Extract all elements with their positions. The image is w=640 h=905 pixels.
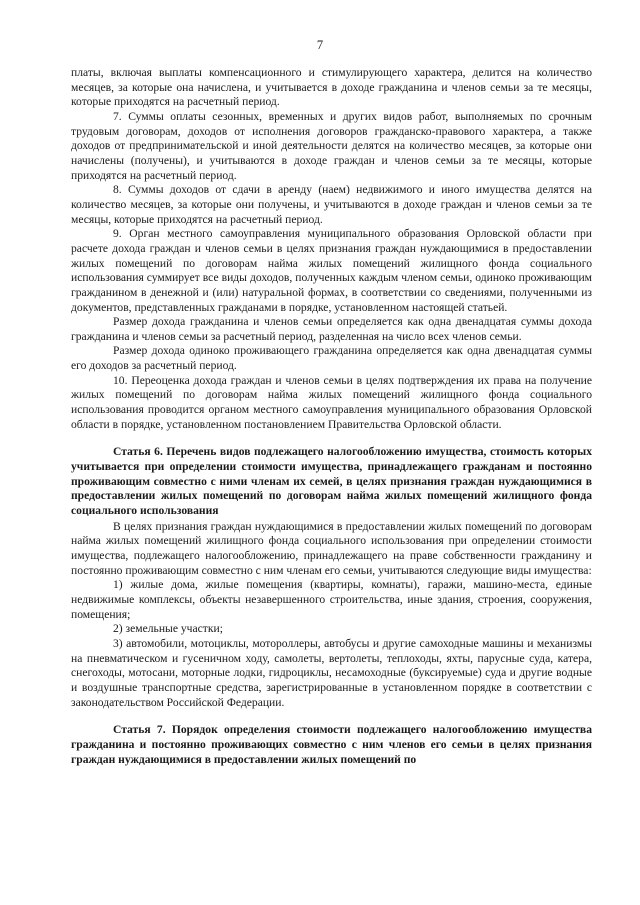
paragraph-item-10: 10. Переоценка дохода граждан и членов семьи в целях подтверждения их права на получение жилых помещений по договорам найма жилых помещений жилищного фонда социального использования проводится органом местного самоуправления муниципального образования Орловской области в порядке, установленном постановлением Правительства Орловской области. <box>71 373 592 431</box>
paragraph-single-income: Размер дохода одиноко проживающего гражданина определяется как одна двенадцатая суммы его доходов за расчетный период. <box>71 344 592 373</box>
paragraph-1: платы, включая выплаты компенсационного и стимулирующего характера, делится на количество месяцев, за которые она начислена, и учитывается в доходе гражданина и членов семьи за те месяцы, которые приходятся на расчетный период. <box>71 66 592 109</box>
document-body <box>71 66 592 768</box>
list-item-1: 1) жилые дома, жилые помещения (квартиры, комнаты), гаражи, машино-места, единые недвижимые комплексы, объекты незавершенного строительства, иные здания, строения, сооружения, помещения; <box>71 578 592 621</box>
article-6-heading: Статья 6. Перечень видов подлежащего налогообложению имущества, стоимость которых учитывается при определении стоимости имущества, принадлежащего гражданам и постоянно проживающим совместно с ними членам их семей, в целях признания граждан нуждающимися в предоставлении жилых помещений по договорам найма жилых помещений жилищного фонда социального использования <box>71 445 592 518</box>
list-item-2: 2) земельные участки; <box>113 622 223 636</box>
paragraph-item-9: 9. Орган местного самоуправления муниципального образования Орловской области при расчете дохода граждан и членов семьи в целях признания граждан нуждающимися в предоставлении жилых помещений по договорам найма жилых помещений жилищного фонда социального использования суммирует все виды доходов, полученных каждым членом семьи, одиноко проживающим гражданином в денежной и (или) натуральной формах, в соответствии со сведениями, полученными из документов, представленных гражданами в порядке, установленном настоящей статьей. <box>71 227 592 314</box>
page-number: 7 <box>316 38 324 52</box>
article-6-intro: В целях признания граждан нуждающимися в предоставлении жилых помещений по договорам найма жилых помещений жилищного фонда социального использования при определении стоимости имущества, подлежащего налогообложению, принадлежащего на праве собственности гражданину и постоянно проживающим совместно с ним членам его семьи, учитываются следующие виды имущества: <box>71 519 592 577</box>
list-item-3: 3) автомобили, мотоциклы, мотороллеры, автобусы и другие самоходные машины и механизмы на пневматическом и гусеничном ходу, самолеты, вертолеты, теплоходы, яхты, парусные суда, катера, снегоходы, мотосани, моторные лодки, гидроциклы, несамоходные (буксируемые) суда и другие водные и воздушные транспортные средства, зарегистрированные в установленном порядке в соответствии с законодательством Российской Федерации. <box>71 636 592 709</box>
paragraph-item-8: 8. Суммы доходов от сдачи в аренду (наем) недвижимого и иного имущества делятся на количество месяцев, за которые они получены, и учитываются в доходе граждан и членов семьи за те месяцы, которые приходятся на расчетный период. <box>71 183 592 226</box>
paragraph-family-income: Размер дохода гражданина и членов семьи определяется как одна двенадцатая суммы дохода гражданина и членов семьи за расчетный период, разделенная на число всех членов семьи. <box>71 315 592 343</box>
paragraph-item-7: 7. Суммы оплаты сезонных, временных и других видов работ, выполняемых по срочным трудовым договорам, доходов от исполнения договоров гражданско-правового характера, а также доходов от предпринимательской и иной деятельности делятся на количество месяцев, за которые они начислены (получены), и учитываются в доходе граждан и членов семьи за те месяцы, которые приходятся на расчетный период. <box>71 109 592 182</box>
article-7-heading: Статья 7. Порядок определения стоимости подлежащего налогообложению имущества гражданина и постоянно проживающих совместно с ним членов его семьи в целях признания граждан нуждающимися в предоставлении жилых помещений по <box>71 723 592 766</box>
